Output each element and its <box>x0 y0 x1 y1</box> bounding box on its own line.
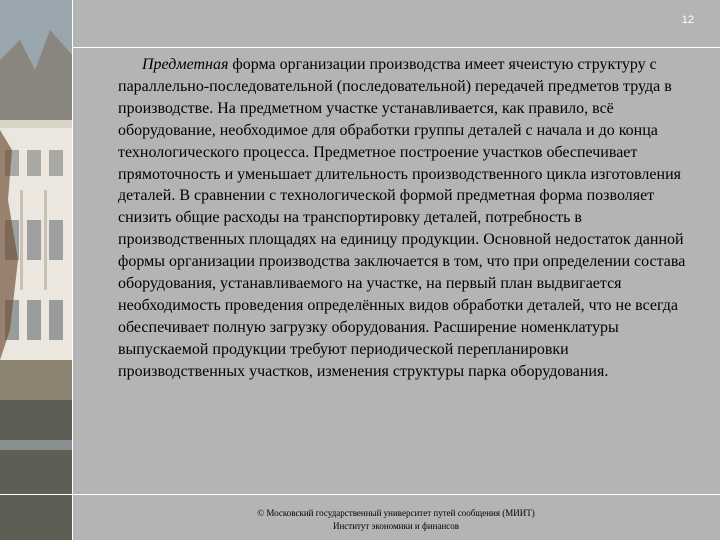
bottom-rule <box>0 494 720 495</box>
vertical-rule <box>72 0 73 540</box>
building-photo <box>0 0 72 540</box>
body-text: форма организации производства имеет ячеистую структуру с параллельно-последовательной (последовательной) передачей предметов труда в производстве. На предметном участке устанавливается, как правило, всё оборудование, необходимое для обработки группы деталей с начала и до конца технологического процесса. Предметное построение участков обеспечивает прямоточность и уменьшает длительность производственного цикла изготовления деталей. В сравнении с технологической формой предметная форма позволяет снизить общие расходы на транспортировку деталей, потребность в производственных площадях на единицу продукции. Основной недостаток данной формы организации производства заключается в том, что при определении состава оборудования, устанавливаемого на участке, на первый план выдвигается необходимость проведения определённых видов обработки деталей, что не всегда обеспечивает полную загрузку оборудования. Расширение номенклатуры выпускаемой продукции требуют периодической перепланировки производственных участков, изменения структуры парка оборудования. <box>118 56 686 380</box>
footer-copyright: © Московский государственный университет путей сообщения (МИИТ) <box>257 508 535 518</box>
body-term: Предметная <box>142 56 229 73</box>
building-illustration <box>0 0 72 540</box>
slide-number: 12 <box>681 14 694 26</box>
slide-body <box>118 54 698 383</box>
slide-footer <box>72 507 720 533</box>
footer-institute: Институт экономики и финансов <box>332 521 460 531</box>
top-rule <box>72 47 720 48</box>
